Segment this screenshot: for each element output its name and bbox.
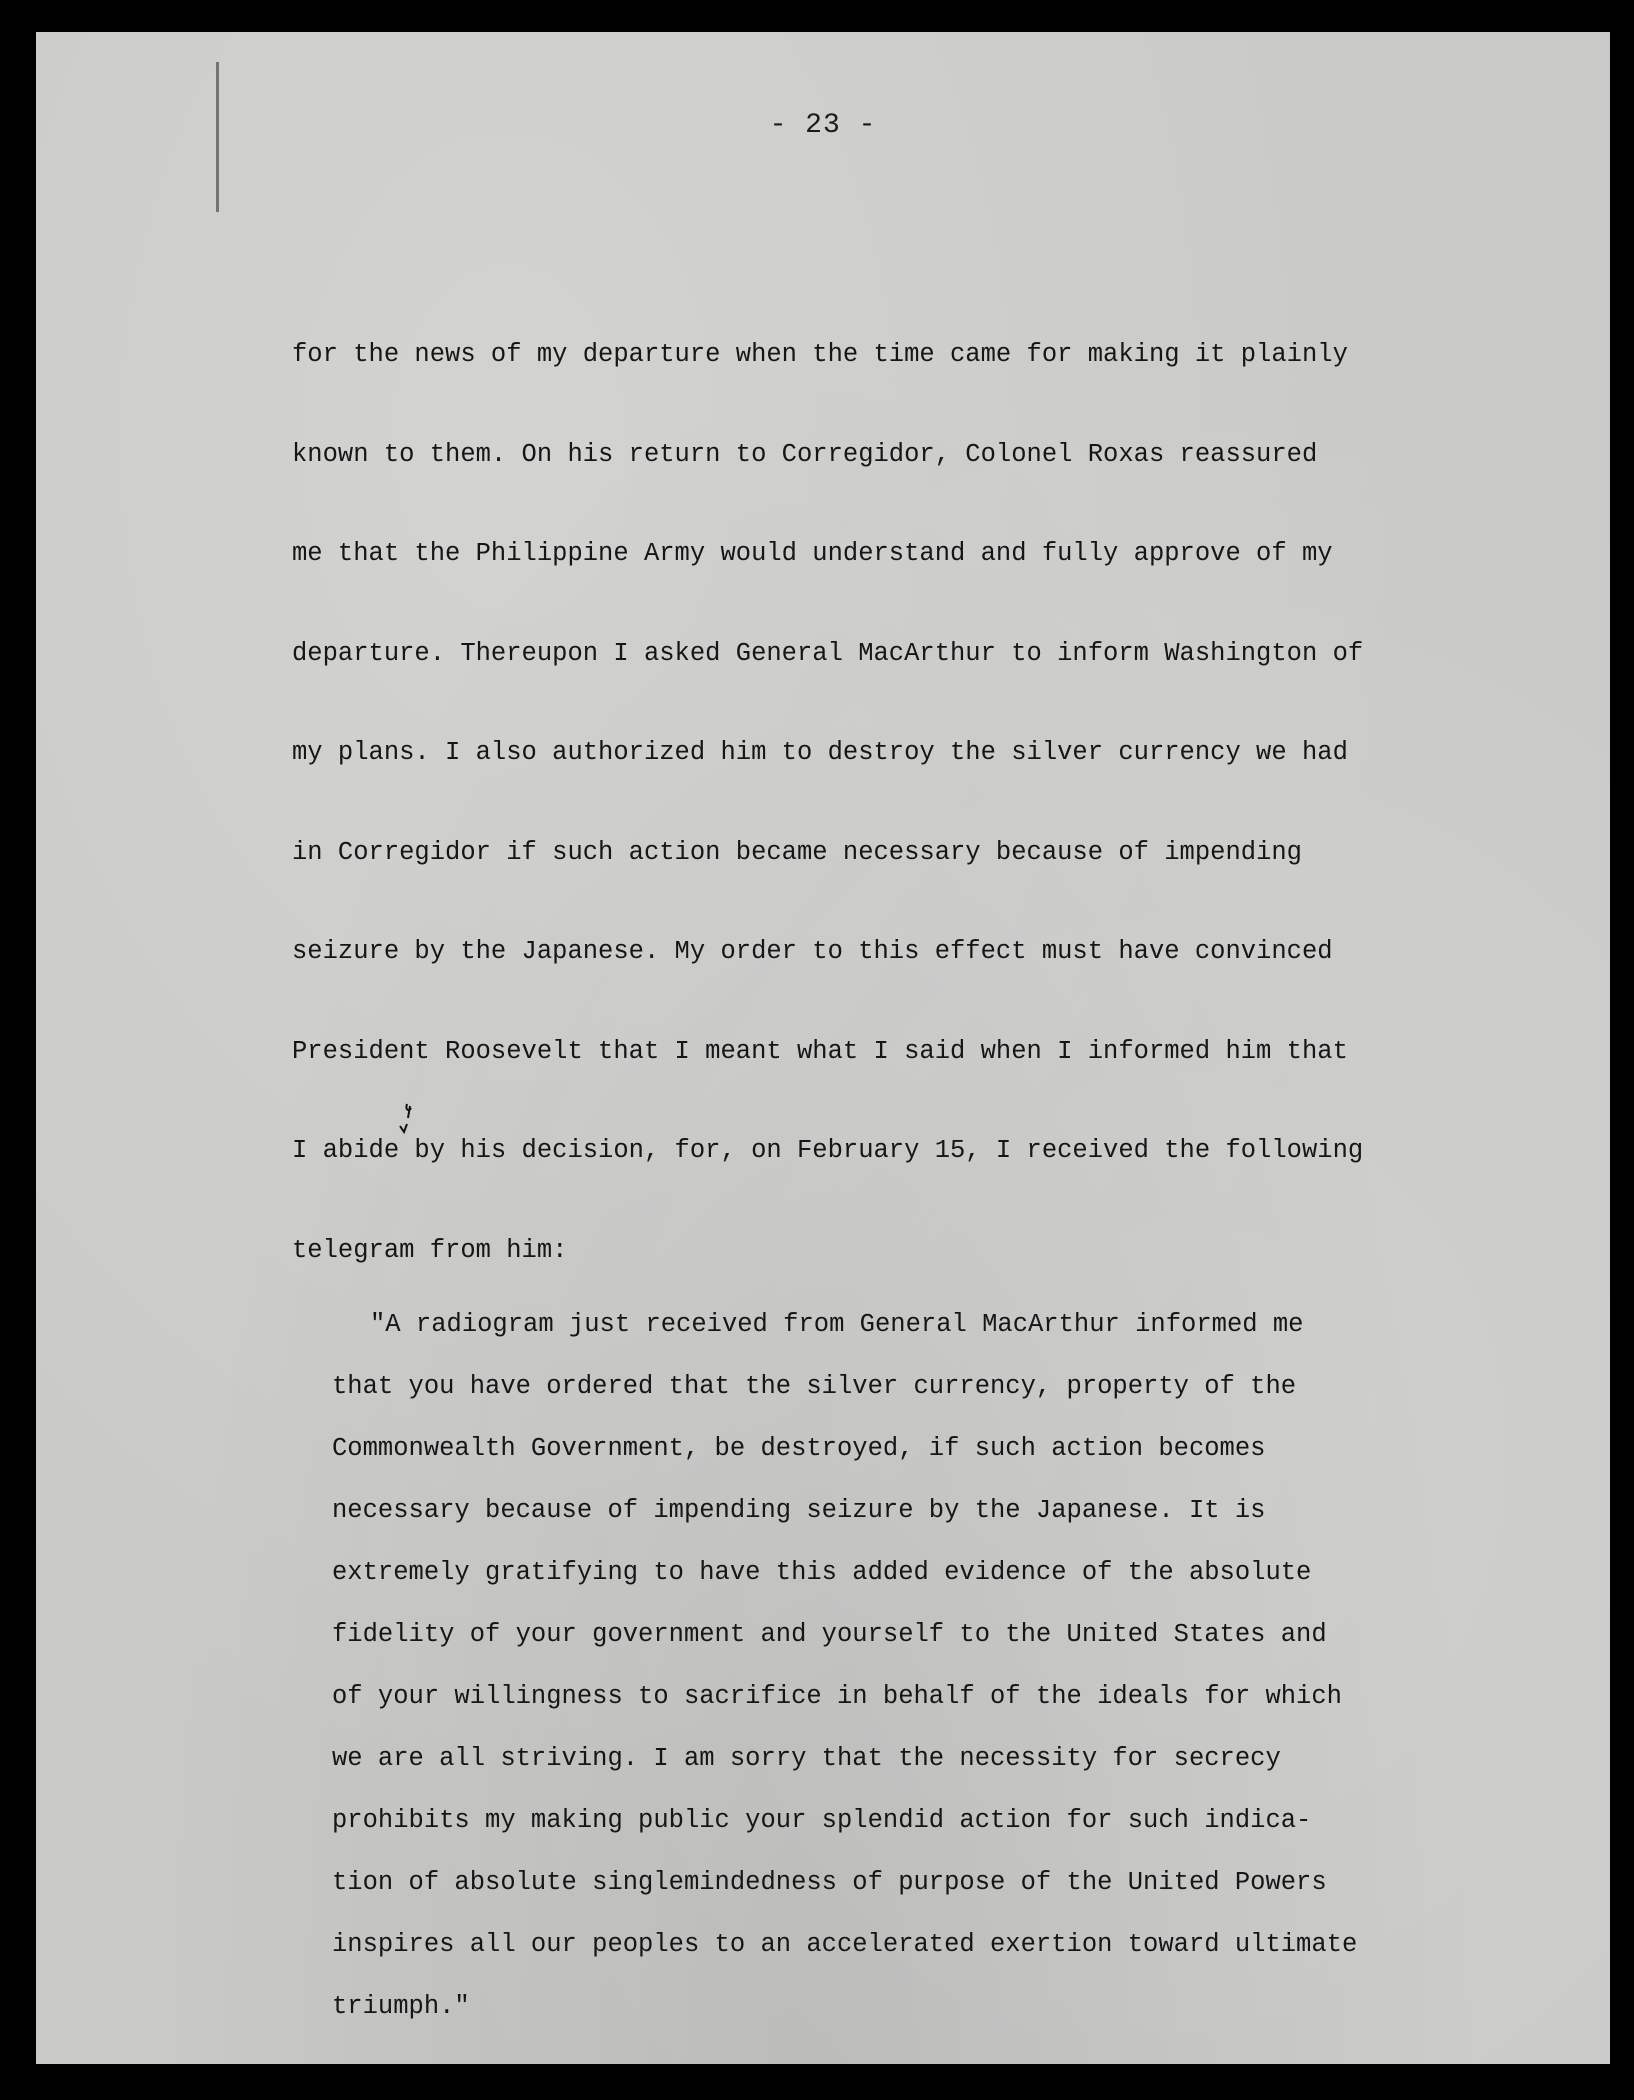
quote-line: tion of absolute singlemindedness of purpose of the United Powers xyxy=(332,1868,1327,1897)
quote-line: triumph." xyxy=(332,1992,470,2021)
body-line: known to them. On his return to Corregidor, Colonel Roxas reassured xyxy=(292,439,1318,469)
quote-line: extremely gratifying to have this added evidence of the absolute xyxy=(332,1558,1312,1587)
quote-line: necessary because of impending seizure by the Japanese. It is xyxy=(332,1496,1266,1525)
quote-line: fidelity of your government and yourself to the United States and xyxy=(332,1620,1327,1649)
page-number: - 23 - xyxy=(769,110,877,141)
body-paragraph xyxy=(292,305,1363,1300)
quote-line: Commonwealth Government, be destroyed, if such action becomes xyxy=(332,1434,1266,1463)
quote-line: inspires all our peoples to an accelerated exertion toward ultimate xyxy=(332,1930,1358,1959)
body-line: my plans. I also authorized him to destroy the silver currency we had xyxy=(292,738,1348,767)
handwritten-insertion-mark-icon xyxy=(393,1102,423,1138)
body-line: me that the Philippine Army would understand and fully approve of my xyxy=(292,539,1333,568)
telegram-quotation xyxy=(332,1294,1357,2038)
body-line: in Corregidor if such action became necessary because of impending xyxy=(292,837,1302,867)
body-line: seizure by the Japanese. My order to this effect must have convinced xyxy=(292,937,1333,966)
quote-line: of your willingness to sacrifice in behalf of the ideals for which xyxy=(332,1682,1342,1711)
body-line: I abide by his decision, for, on February 15, I received the following xyxy=(292,1136,1364,1165)
quote-line: that you have ordered that the silver currency, property of the xyxy=(332,1372,1297,1401)
document-page xyxy=(36,32,1610,2064)
quote-line: prohibits my making public your splendid action for such indica- xyxy=(332,1806,1312,1835)
body-line: telegram from him: xyxy=(292,1235,568,1265)
body-line: departure. Thereupon I asked General MacArthur to inform Washington of xyxy=(292,638,1364,668)
body-line: for the news of my departure when the time came for making it plainly xyxy=(292,340,1348,369)
quote-line: "A radiogram just received from General MacArthur informed me xyxy=(370,1310,1304,1339)
quote-line: we are all striving. I am sorry that the necessity for secrecy xyxy=(332,1744,1281,1773)
body-line: President Roosevelt that I meant what I said when I informed him that xyxy=(292,1036,1348,1066)
